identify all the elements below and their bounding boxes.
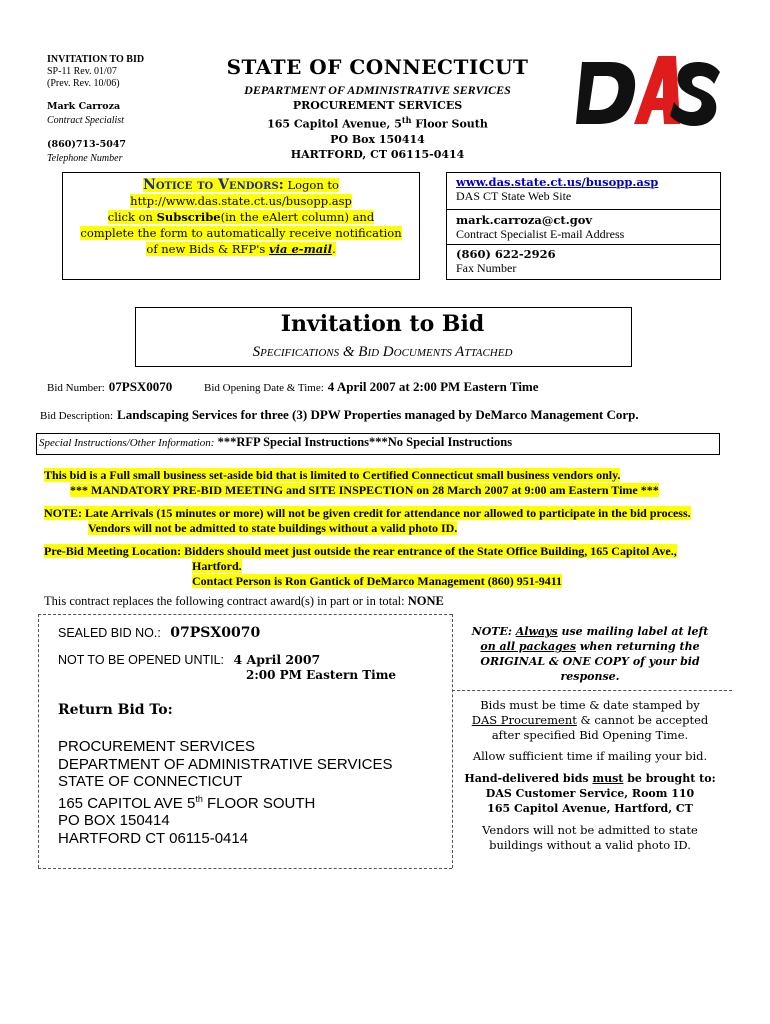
- website-row: [447, 175, 720, 210]
- mandatory-text: *** MANDATORY PRE-BID MEETING and SITE INSPECTION on 28 March 2007 at 9:00 am Eastern Time ***: [70, 483, 659, 497]
- stamp-line-3: after specified Bid Opening Time.: [491, 728, 689, 742]
- location-contact: [192, 573, 562, 589]
- form-title: INVITATION TO BID: [47, 54, 145, 65]
- sealed-label: SEALED BID NO.:: [58, 626, 161, 640]
- bid-opening: 4 April 2007 at 2:00 PM Eastern Time: [327, 379, 539, 394]
- sealed-bid-row: [58, 625, 260, 641]
- phone-block: [47, 138, 126, 166]
- notice-line-4: [67, 225, 415, 241]
- label-border-bottom: [38, 868, 452, 869]
- form-prev-revision: (Prev. Rev. 10/06): [47, 78, 120, 89]
- hand-pre: Hand-delivered bids: [464, 772, 593, 785]
- label-divider: [452, 690, 732, 691]
- location-note: [44, 543, 677, 559]
- return-bid-to: Return Bid To:: [58, 702, 173, 718]
- location-label: Pre-Bid Meeting Location:: [44, 544, 182, 558]
- notice-click: click on: [107, 210, 157, 224]
- stamp-line-2: [455, 713, 725, 728]
- agency-pobox: PO Box 150414: [330, 132, 425, 146]
- label-border-right: [452, 614, 453, 868]
- contact-phone: (860)713-5047: [47, 139, 127, 150]
- location-text-2: Hartford.: [192, 559, 242, 573]
- mail-note: Allow sufficient time if mailing your bid.: [472, 749, 708, 763]
- special-label: Special Instructions/Other Information:: [39, 437, 215, 449]
- phone-label: Telephone Number: [47, 153, 123, 164]
- mailing-label-note: [455, 624, 725, 684]
- location-text-1: Bidders should meet just outside the rear entrance of the State Office Building, 165 Capitol Ave.,: [181, 544, 677, 558]
- hand-line-1: [455, 771, 725, 786]
- return-address: [58, 738, 393, 847]
- note-mid: use mailing label at left: [557, 625, 709, 638]
- notice-line-5: [67, 241, 415, 257]
- notice-text: [67, 177, 415, 257]
- note-always: Always: [515, 625, 558, 638]
- email-label: Contract Specialist E-mail Address: [456, 227, 625, 241]
- email-row: [447, 210, 720, 245]
- contact-title: Contract Specialist: [47, 115, 124, 126]
- vendors-line-1: Vendors will not be admitted to state: [482, 823, 698, 837]
- contact-block: [47, 100, 124, 128]
- bid-opening-label: Bid Opening Date & Time:: [204, 382, 324, 394]
- return-addr-line-5: PO BOX 150414: [58, 812, 170, 829]
- hand-line-3: 165 Capitol Avenue, Hartford, CT: [487, 802, 693, 815]
- return-addr-line-6: HARTFORD CT 06115-0414: [58, 829, 249, 847]
- bid-number-row: [47, 378, 172, 396]
- replaces-note: [44, 594, 444, 609]
- notice-period: .: [331, 242, 336, 256]
- return-addr-line-1: PROCUREMENT SERVICES: [58, 738, 255, 755]
- location-text-3: Contact Person is Ron Gantick of DeMarco Management (860) 951-9411: [192, 574, 563, 588]
- addr4-text: 165 CAPITOL AVE 5: [58, 794, 196, 812]
- bid-description-label: Bid Description:: [40, 410, 114, 422]
- replaces-value: NONE: [407, 594, 444, 608]
- location-city: [192, 558, 242, 574]
- sealed-value: 07PSX0070: [170, 625, 261, 641]
- not-opened-row: [58, 652, 320, 667]
- fax-value: (860) 622-2926: [456, 247, 556, 261]
- fax-label: Fax Number: [456, 261, 517, 275]
- return-addr-line-4: [58, 791, 393, 813]
- invitation-subtitle: Specifications & Bid Documents Attached: [252, 344, 513, 360]
- addr4-text-post: FLOOR SOUTH: [202, 794, 316, 812]
- not-opened-time: 2:00 PM Eastern Time: [246, 668, 397, 682]
- bid-opening-row: [204, 378, 539, 396]
- late-text-2: Vendors will not be admitted to state buildings without a valid photo ID.: [88, 521, 458, 535]
- notice-title: Notice to Vendors:: [143, 177, 284, 193]
- set-aside-text: This bid is a Full small business set-aside bid that is limited to Certified Connecticut small business vendors only.: [44, 468, 621, 482]
- notice-url[interactable]: [67, 193, 415, 209]
- email-value[interactable]: mark.carroza@ct.gov: [456, 213, 593, 227]
- website-label: DAS CT State Web Site: [456, 189, 572, 203]
- note-line-3: ORIGINAL & ONE COPY of your bid: [480, 655, 700, 668]
- via-email-link[interactable]: via e-mail: [268, 242, 332, 256]
- agency-city: HARTFORD, CT 06115-0414: [290, 147, 465, 161]
- note-line-2: [455, 639, 725, 654]
- late-text-1: NOTE: Late Arrivals (15 minutes or more) will not be given credit for attendance nor allowed to participate in the bid process.: [44, 506, 691, 520]
- notice-line-3: [67, 209, 415, 225]
- mandatory-note: [70, 482, 659, 498]
- stamp-line-1: Bids must be time & date stamped by: [480, 698, 700, 712]
- special-text: ***RFP Special Instructions***No Special Instructions: [217, 435, 513, 449]
- bid-description: Landscaping Services for three (3) DPW Properties managed by DeMarco Management Corp.: [117, 407, 639, 422]
- bid-description-row: [40, 406, 639, 424]
- note-post: when returning the: [576, 640, 700, 653]
- bid-number: 07PSX0070: [108, 379, 173, 394]
- notice-ealert: (in the eAlert column) and: [220, 210, 375, 224]
- note-prefix: NOTE:: [471, 625, 516, 638]
- hand-must: must: [592, 772, 624, 785]
- notice-url-text[interactable]: http://www.das.state.ct.us/busopp.asp: [130, 194, 352, 208]
- notice-complete: complete the form to automatically receive notification: [80, 226, 402, 240]
- stamp-line-2-post: & cannot be accepted: [576, 713, 709, 727]
- return-addr-line-2: DEPARTMENT OF ADMINISTRATIVE SERVICES: [58, 755, 393, 773]
- form-revision: SP-11 Rev. 01/07: [47, 66, 117, 77]
- bid-number-label: Bid Number:: [47, 382, 105, 394]
- delivery-instructions: [455, 698, 725, 853]
- label-border-top: [38, 614, 452, 615]
- form-info: [47, 54, 144, 90]
- contact-name: Mark Carroza: [47, 101, 121, 112]
- notice-line-1: [67, 177, 415, 193]
- invitation-title: Invitation to Bid: [280, 311, 485, 337]
- not-opened-label: NOT TO BE OPENED UNTIL:: [58, 653, 225, 667]
- note-line-4: response.: [560, 670, 620, 683]
- addr4-sup: th: [195, 793, 203, 804]
- subscribe-link[interactable]: Subscribe: [156, 210, 221, 224]
- contact-info-box: [446, 172, 721, 280]
- street-text-post: Floor South: [411, 117, 488, 131]
- website-link[interactable]: www.das.state.ct.us/busopp.asp: [456, 175, 659, 189]
- agency-header: [200, 55, 555, 162]
- hand-post: be brought to:: [623, 772, 716, 785]
- department-name: DEPARTMENT OF ADMINISTRATIVE SERVICES: [244, 83, 511, 97]
- special-instructions-box: [36, 433, 720, 455]
- late-note: [44, 505, 691, 521]
- vendors-line-2: buildings without a valid photo ID.: [489, 838, 691, 852]
- photo-id-note: [88, 520, 457, 536]
- agency-street: [200, 113, 555, 132]
- division-name: PROCUREMENT SERVICES: [292, 99, 463, 112]
- notice-logon: Logon to: [283, 178, 339, 192]
- set-aside-note: [44, 467, 620, 483]
- street-text: 165 Capitol Avenue, 5: [267, 117, 402, 131]
- hand-line-2: DAS Customer Service, Room 110: [485, 787, 695, 800]
- street-sup: th: [401, 115, 412, 125]
- das-procurement-link[interactable]: DAS Procurement: [471, 713, 577, 727]
- return-addr-line-3: STATE OF CONNECTICUT: [58, 773, 243, 790]
- replaces-text: This contract replaces the following contract award(s) in part or in total:: [44, 594, 408, 608]
- state-title: STATE OF CONNECTICUT: [226, 55, 529, 79]
- note-line-1: [455, 624, 725, 639]
- das-logo: [576, 54, 722, 132]
- notice-to-vendors-box: [62, 172, 420, 280]
- note-packages: on all packages: [480, 640, 577, 653]
- fax-row: [447, 245, 720, 279]
- notice-new-bids: of new Bids & RFP's: [146, 242, 269, 256]
- label-border-left: [38, 614, 39, 868]
- not-opened-date: 4 April 2007: [233, 652, 321, 667]
